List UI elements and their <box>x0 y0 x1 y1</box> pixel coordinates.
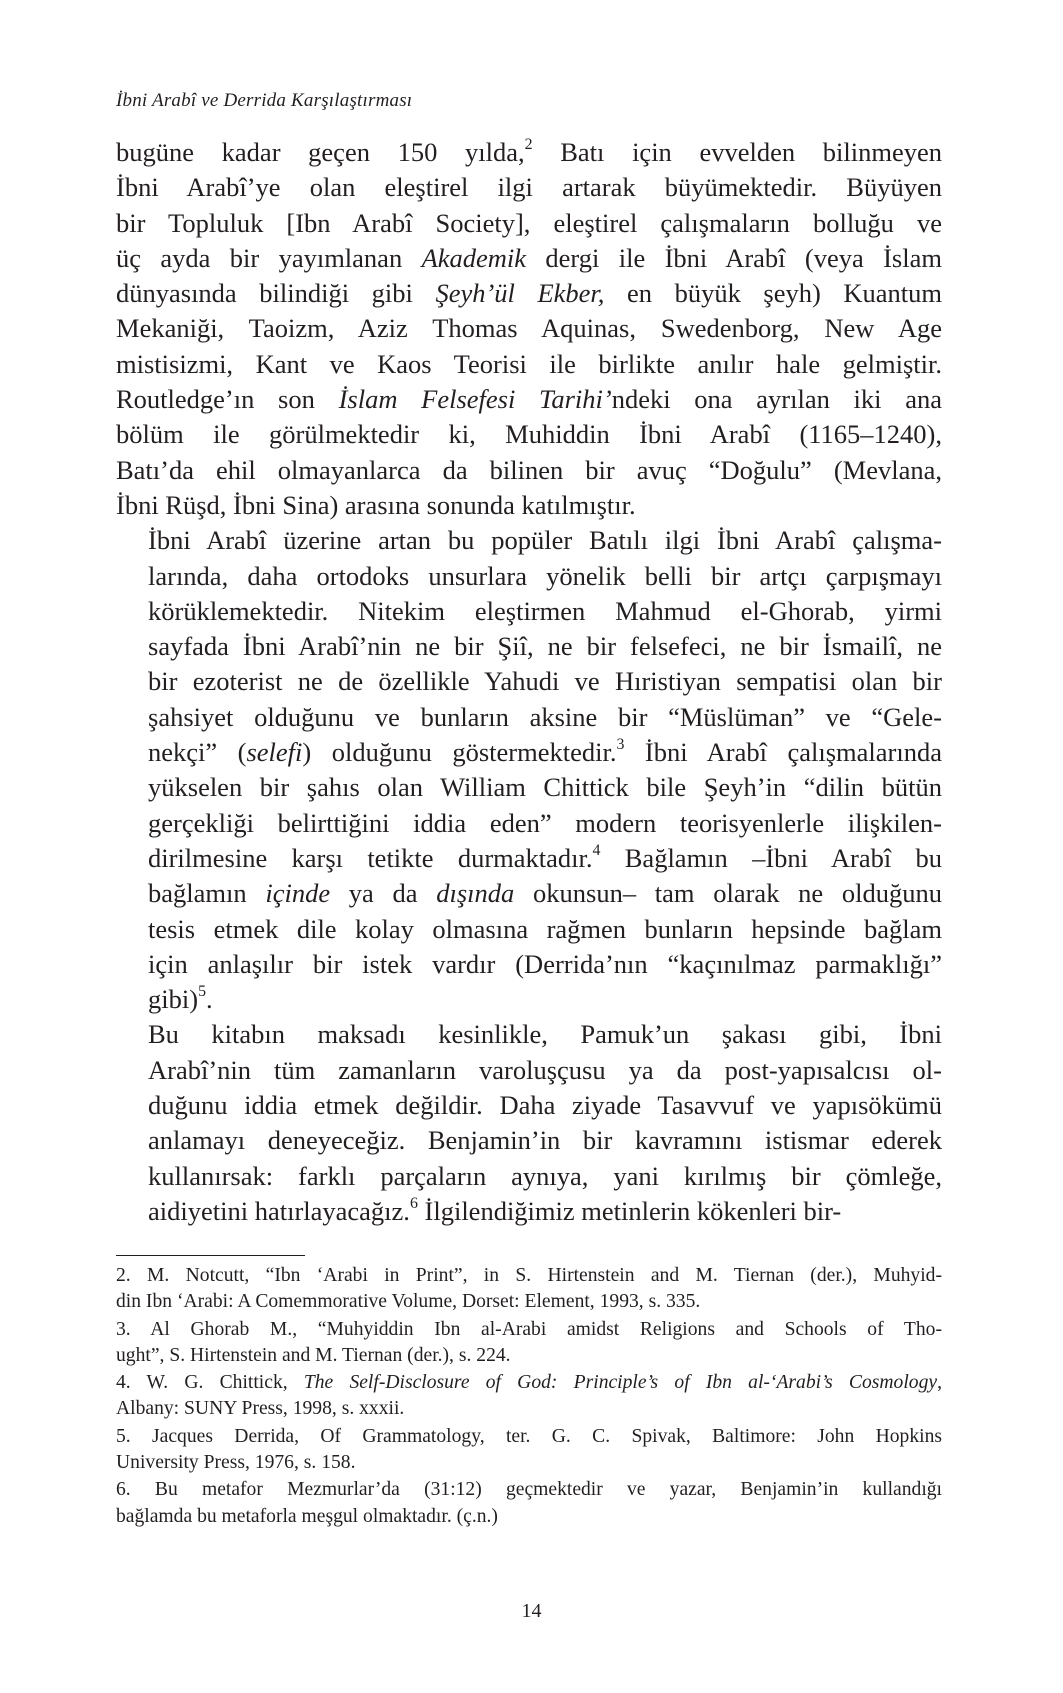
text-run: en büyük şeyh) Kuantum <box>604 278 942 309</box>
text-line <box>116 1343 942 1369</box>
italic-text: içinde <box>265 878 331 909</box>
text-run: okunsun– tam olarak ne olduğunu <box>514 878 942 909</box>
italic-text: The Self-Disclosure of God: Principle’s of Ibn al-‘Arabi’s Cosmology <box>303 1372 938 1394</box>
text-line <box>116 453 942 488</box>
text-run: ndeki ona ayrılan iki ana <box>611 384 942 415</box>
text-line <box>116 1450 942 1476</box>
text-line <box>116 135 942 170</box>
text-run: ught”, S. Hirtenstein and M. Tiernan (der.), s. 224. <box>116 1344 511 1366</box>
text-run: gibi) <box>148 984 199 1015</box>
text-run: İbni Rüşd, İbni Sina) arasına sonunda katılmıştır. <box>116 489 636 520</box>
footnote-rule <box>116 1255 305 1256</box>
page-number: 14 <box>521 1600 542 1622</box>
text-line <box>116 1159 942 1194</box>
footnote-marker: 6 <box>409 1194 418 1212</box>
text-run: . <box>206 984 213 1015</box>
text-run: yükselen bir şahıs olan William Chittick bile Şeyh’in “dilin bütün <box>148 772 942 803</box>
text-line <box>116 1263 942 1289</box>
text-line <box>116 170 942 205</box>
text-run: tesis etmek dile kolay olmasına rağmen bunların hepsinde bağlam <box>148 913 942 944</box>
text-line <box>116 1424 942 1450</box>
text-line <box>116 700 942 735</box>
text-line <box>116 912 942 947</box>
text-line <box>116 241 942 276</box>
text-line <box>116 664 942 699</box>
text-run: din Ibn ‘Arabi: A Comemmorative Volume, Dorset: Element, 1993, s. 335. <box>116 1291 701 1313</box>
text-run: için anlaşılır bir istek vardır (Derrida’nın “kaçınılmaz parmaklığı” <box>148 948 942 979</box>
text-run: Bağlamın –İbni Arabî bu <box>600 842 942 873</box>
text-run: dünyasında bilindiği gibi <box>116 278 436 309</box>
footnote-marker: 4 <box>592 842 601 860</box>
text-run: duğunu iddia etmek değildir. Daha ziyade Tasavvuf ve yapısökümü <box>148 1090 942 1121</box>
text-line <box>116 982 942 1017</box>
text-line <box>116 1477 942 1503</box>
text-run: 5. Jacques Derrida, Of Grammatology, ter. G. C. Spivak, Baltimore: John Hopkins <box>116 1425 942 1447</box>
paragraph <box>116 523 942 1017</box>
text-run: kullanırsak: farklı parçaların aynıya, yani kırılmış bir çömleğe, <box>148 1160 942 1191</box>
italic-text: dışında <box>436 878 515 909</box>
text-line <box>116 1504 942 1530</box>
text-line <box>116 559 942 594</box>
text-line <box>116 276 942 311</box>
text-run: 4. W. G. Chittick, <box>116 1372 304 1394</box>
text-line <box>116 1088 942 1123</box>
text-line <box>116 1053 942 1088</box>
text-run: üç ayda bir yayımlanan <box>116 242 422 273</box>
text-line <box>116 841 942 876</box>
footnote <box>116 1477 942 1530</box>
text-run: İbni Arabî üzerine artan bu popüler Batılı ilgi İbni Arabî çalışma- <box>148 525 942 556</box>
text-run: Mekaniği, Taoizm, Aziz Thomas Aquinas, Swedenborg, New Age <box>116 313 942 344</box>
text-run: İlgilendiğimiz metinlerin kökenleri bir- <box>417 1195 842 1226</box>
text-run: larında, daha ortodoks unsurlara yönelik belli bir artçı çarpışmayı <box>148 560 942 591</box>
text-line <box>116 876 942 911</box>
text-line <box>116 1317 942 1343</box>
footnote <box>116 1263 942 1316</box>
footnotes <box>116 1263 942 1531</box>
footnote-marker: 5 <box>198 983 207 1001</box>
running-head: İbni Arabî ve Derrida Karşılaştırması <box>116 90 413 111</box>
text-line <box>116 347 942 382</box>
text-run: körüklemektedir. Nitekim eleştirmen Mahmud el-Ghorab, yirmi <box>148 595 942 626</box>
footnote <box>116 1424 942 1477</box>
text-run: 2. M. Notcutt, “Ibn ‘Arabi in Print”, in S. Hirtenstein and M. Tiernan (der.), Muhyid- <box>116 1265 942 1286</box>
text-line <box>116 1123 942 1158</box>
text-line <box>116 382 942 417</box>
text-line <box>116 1194 942 1229</box>
text-run: bağlamda bu metaforla meşgul olmaktadır. (ç.n.) <box>116 1505 498 1527</box>
text-line <box>116 206 942 241</box>
italic-text: selefi <box>246 737 303 768</box>
text-run: şahsiyet olduğunu ve bunların aksine bir “Müslüman” ve “Gele- <box>148 701 942 732</box>
text-run: sayfada İbni Arabî’nin ne bir Şiî, ne bir felsefeci, ne bir İsmailî, ne <box>148 631 942 662</box>
text-run: Bu kitabın maksadı kesinlikle, Pamuk’un şakası gibi, İbni <box>148 1019 942 1050</box>
text-run: İbni Arabî’ye olan eleştirel ilgi artarak büyümektedir. Büyüyen <box>116 172 942 203</box>
text-run: dergi ile İbni Arabî (veya İslam <box>526 242 942 273</box>
text-line <box>116 1396 942 1422</box>
text-run: Routledge’ın son <box>116 384 339 415</box>
text-run: bir ezoterist ne de özellikle Yahudi ve Hıristiyan sempatisi olan bir <box>148 666 942 697</box>
text-run: aidiyetini hatırlayacağız. <box>148 1195 410 1226</box>
text-line <box>116 1017 942 1052</box>
footnote <box>116 1317 942 1370</box>
text-run: anlamayı deneyeceğiz. Benjamin’in bir kavramını istismar ederek <box>148 1125 942 1156</box>
text-run: Albany: SUNY Press, 1998, s. xxxii. <box>116 1398 405 1420</box>
text-run: Arabî’nin tüm zamanların varoluşçusu ya da post-yapısalcısı ol- <box>148 1054 942 1085</box>
text-line <box>116 311 942 346</box>
text-line <box>116 629 942 664</box>
text-run: Batı için evvelden bilinmeyen <box>532 137 942 167</box>
italic-text: Şeyh’ül Ekber, <box>435 278 605 309</box>
text-run: İbni Arabî çalışmalarında <box>624 737 942 768</box>
italic-text: İslam Felsefesi Tarihi’ <box>338 384 612 415</box>
text-line <box>116 806 942 841</box>
text-line <box>116 1370 942 1396</box>
italic-text: Akademik <box>421 242 527 273</box>
footnote <box>116 1370 942 1423</box>
body-text <box>116 135 942 1229</box>
text-line <box>116 417 942 452</box>
text-run: bugüne kadar geçen 150 yılda, <box>116 137 525 167</box>
paragraph <box>116 1017 942 1229</box>
text-line <box>116 735 942 770</box>
text-run: , <box>937 1372 942 1394</box>
text-run: bağlamın <box>148 878 266 909</box>
text-run: nekçi” ( <box>148 737 247 768</box>
text-line <box>116 488 942 523</box>
text-run: University Press, 1976, s. 158. <box>116 1452 356 1474</box>
text-run: 6. Bu metafor Mezmurlar’da (31:12) geçmektedir ve yazar, Benjamin’in kullandığı <box>116 1479 942 1501</box>
text-line <box>116 770 942 805</box>
text-run: bir Topluluk [Ibn Arabî Society], eleştirel çalışmaların bolluğu ve <box>116 207 942 238</box>
text-run: ) olduğunu göstermektedir. <box>302 737 617 768</box>
text-line <box>116 594 942 629</box>
footnote-marker: 2 <box>524 136 533 154</box>
text-run: 3. Al Ghorab M., “Muhyiddin Ibn al-Arabi amidst Religions and Schools of Tho- <box>116 1318 942 1340</box>
paragraph <box>116 135 942 523</box>
footnote-marker: 3 <box>616 736 625 754</box>
text-run: ya da <box>330 878 437 909</box>
text-line <box>116 1289 942 1315</box>
text-line <box>116 523 942 558</box>
text-line <box>116 947 942 982</box>
text-run: dirilmesine karşı tetikte durmaktadır. <box>148 842 593 873</box>
text-run: Batı’da ehil olmayanlarca da bilinen bir avuç “Doğulu” (Mevlana, <box>116 454 942 485</box>
text-run: mistisizmi, Kant ve Kaos Teorisi ile birlikte anılır hale gelmiştir. <box>116 348 942 379</box>
text-run: bölüm ile görülmektedir ki, Muhiddin İbni Arabî (1165–1240), <box>116 419 942 450</box>
text-run: gerçekliği belirttiğini iddia eden” modern teorisyenlerle ilişkilen- <box>148 807 942 838</box>
